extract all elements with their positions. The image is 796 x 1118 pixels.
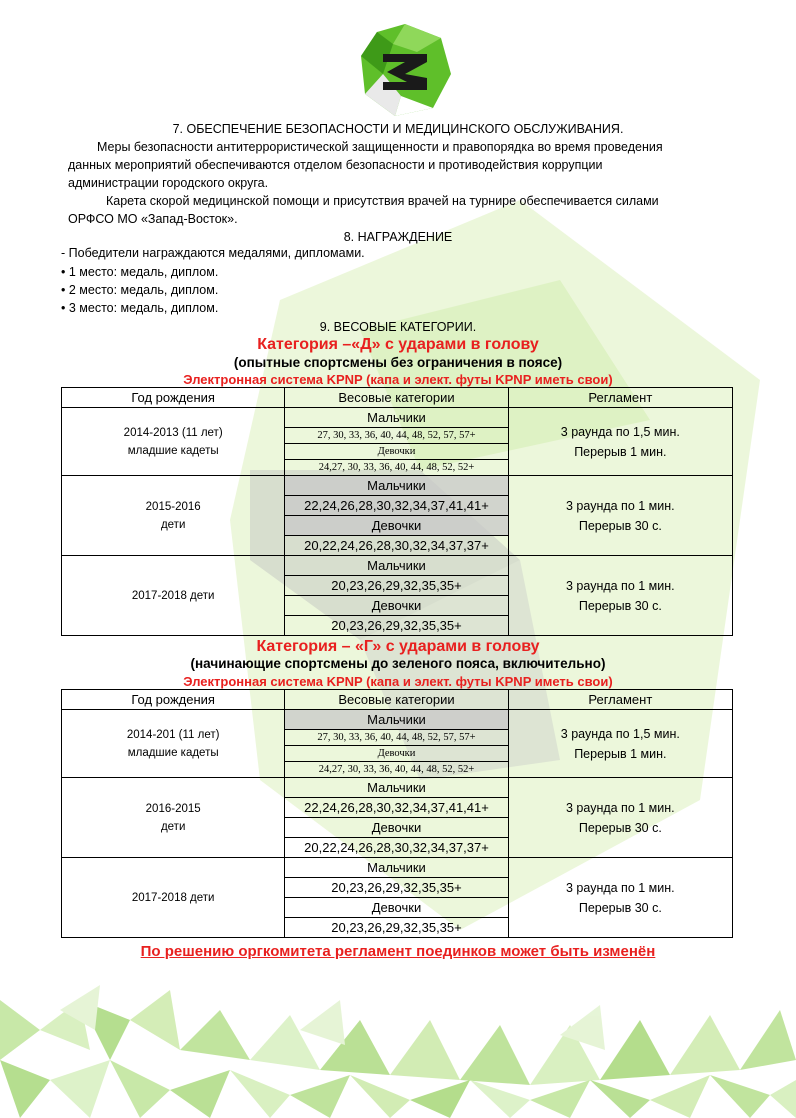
girls-label: Девочки — [285, 818, 508, 838]
rules-cell — [508, 408, 732, 476]
girls-weights: 20,22,24,26,28,30,32,34,37,37+ — [285, 838, 508, 858]
category-d-table — [61, 387, 733, 636]
category-d-system: Электронная система KPNP (капа и элект. футы KPNP иметь свои) — [183, 372, 613, 387]
rules-line: Перерыв 1 мин. — [574, 746, 667, 761]
category-d-subtitle: (опытные спортсмены без ограничения в поясе) — [233, 355, 563, 370]
girls-label: Девочки — [285, 516, 508, 536]
rules-cell — [508, 710, 732, 778]
rules-line: Перерыв 30 с. — [578, 900, 662, 915]
table-header-row — [62, 690, 733, 710]
regulation-change-note: По решению оргкомитета регламент поединков может быть изменён — [140, 943, 656, 960]
girls-label: Девочки — [285, 596, 508, 616]
age-line: младшие кадеты — [127, 444, 219, 457]
boys-weights: 22,24,26,28,30,32,34,37,41,41+ — [285, 798, 508, 818]
rules-line: 3 раунда по 1 мин. — [566, 800, 675, 815]
girls-weights: 24,27, 30, 33, 36, 40, 44, 48, 52, 52+ — [285, 762, 508, 778]
age-line: 2016-2015 — [145, 802, 201, 815]
rules-cell — [508, 858, 732, 938]
rules-line: 3 раунда по 1 мин. — [566, 498, 675, 513]
rules-line: Перерыв 30 с. — [578, 598, 662, 613]
age-line: 2014-2013 (11 лет) — [123, 426, 223, 439]
age-cell — [62, 556, 285, 636]
header-year: Год рождения — [62, 690, 285, 710]
header-weights: Весовые категории — [285, 690, 508, 710]
age-cell — [62, 710, 285, 778]
rules-line: Перерыв 1 мин. — [574, 444, 667, 459]
section7-paragraph1-line1: Меры безопасности антитеррористической защищенности и правопорядка во время проведения — [97, 140, 663, 154]
section7-paragraph1-line3: администрации городского округа. — [68, 176, 269, 190]
section7-paragraph2-line2: ОРФСО МО «Запад-Восток». — [68, 212, 238, 226]
header-rules: Регламент — [508, 388, 732, 408]
rules-line: 3 раунда по 1,5 мин. — [560, 726, 680, 741]
awards-list-item: • 2 место: медаль, диплом. — [61, 283, 219, 297]
rules-line: 3 раунда по 1,5 мин. — [560, 424, 680, 439]
age-line: 2017-2018 дети — [131, 891, 215, 904]
rules-cell — [508, 778, 732, 858]
age-line: дети — [160, 518, 186, 531]
girls-label: Девочки — [285, 898, 508, 918]
boys-label: Мальчики — [285, 408, 508, 428]
category-g-system: Электронная система KPNP (капа и элект. футы KPNP иметь свои) — [183, 674, 613, 689]
girls-weights: 20,23,26,29,32,35,35+ — [285, 918, 508, 938]
boys-label: Мальчики — [285, 778, 508, 798]
table-row — [62, 858, 733, 878]
header-weights: Весовые категории — [285, 388, 508, 408]
category-d-title: Категория –«Д» с ударами в голову — [257, 336, 539, 353]
section9-title: 9. ВЕСОВЫЕ КАТЕГОРИИ. — [319, 320, 477, 334]
age-cell — [62, 476, 285, 556]
category-g-subtitle: (начинающие спортсмены до зеленого пояса, включительно) — [190, 656, 606, 671]
rules-cell — [508, 556, 732, 636]
age-line: 2015-2016 — [145, 500, 201, 513]
girls-label: Девочки — [285, 444, 508, 460]
section7-paragraph1-line2: данных мероприятий обеспечиваются отделом безопасности и противодействия коррупции — [68, 158, 603, 172]
rules-line: Перерыв 30 с. — [578, 518, 662, 533]
header-year: Год рождения — [62, 388, 285, 408]
category-g-title: Категория – «Г» с ударами в голову — [256, 638, 540, 655]
boys-weights: 20,23,26,29,32,35,35+ — [285, 576, 508, 596]
age-cell — [62, 408, 285, 476]
girls-weights: 24,27, 30, 33, 36, 40, 44, 48, 52, 52+ — [285, 460, 508, 476]
rules-line: 3 раунда по 1 мин. — [566, 880, 675, 895]
table-row — [62, 476, 733, 496]
boys-label: Мальчики — [285, 556, 508, 576]
z-logo-icon — [357, 22, 453, 118]
girls-weights: 20,23,26,29,32,35,35+ — [285, 616, 508, 636]
age-line: 2017-2018 дети — [131, 589, 215, 602]
boys-label: Мальчики — [285, 858, 508, 878]
section7-paragraph2-line1: Карета скорой медицинской помощи и присутствия врачей на турнире обеспечивается силами — [106, 194, 659, 208]
rules-line: Перерыв 30 с. — [578, 820, 662, 835]
awards-list-item: - Победители награждаются медалями, дипломами. — [61, 246, 365, 260]
awards-list-item: • 3 место: медаль, диплом. — [61, 301, 219, 315]
boys-weights: 22,24,26,28,30,32,34,37,41,41+ — [285, 496, 508, 516]
age-line: дети — [160, 820, 186, 833]
age-line: 2014-201 (11 лет) — [126, 728, 220, 741]
boys-weights: 20,23,26,29,32,35,35+ — [285, 878, 508, 898]
table-header-row — [62, 388, 733, 408]
table-row — [62, 556, 733, 576]
awards-list-item: • 1 место: медаль, диплом. — [61, 265, 219, 279]
age-cell — [62, 778, 285, 858]
header-rules: Регламент — [508, 690, 732, 710]
boys-weights: 27, 30, 33, 36, 40, 44, 48, 52, 57, 57+ — [285, 428, 508, 444]
age-cell — [62, 858, 285, 938]
table-row — [62, 778, 733, 798]
section8-title: 8. НАГРАЖДЕНИЕ — [343, 230, 453, 244]
table-row — [62, 408, 733, 428]
girls-weights: 20,22,24,26,28,30,32,34,37,37+ — [285, 536, 508, 556]
boys-weights: 27, 30, 33, 36, 40, 44, 48, 52, 57, 57+ — [285, 730, 508, 746]
boys-label: Мальчики — [285, 476, 508, 496]
rules-cell — [508, 476, 732, 556]
section7-title: 7. ОБЕСПЕЧЕНИЕ БЕЗОПАСНОСТИ И МЕДИЦИНСКОГО ОБСЛУЖИВАНИЯ. — [172, 122, 624, 136]
category-g-table — [61, 689, 733, 938]
boys-label: Мальчики — [285, 710, 508, 730]
age-line: младшие кадеты — [127, 746, 219, 759]
rules-line: 3 раунда по 1 мин. — [566, 578, 675, 593]
girls-label: Девочки — [285, 746, 508, 762]
table-row — [62, 710, 733, 730]
